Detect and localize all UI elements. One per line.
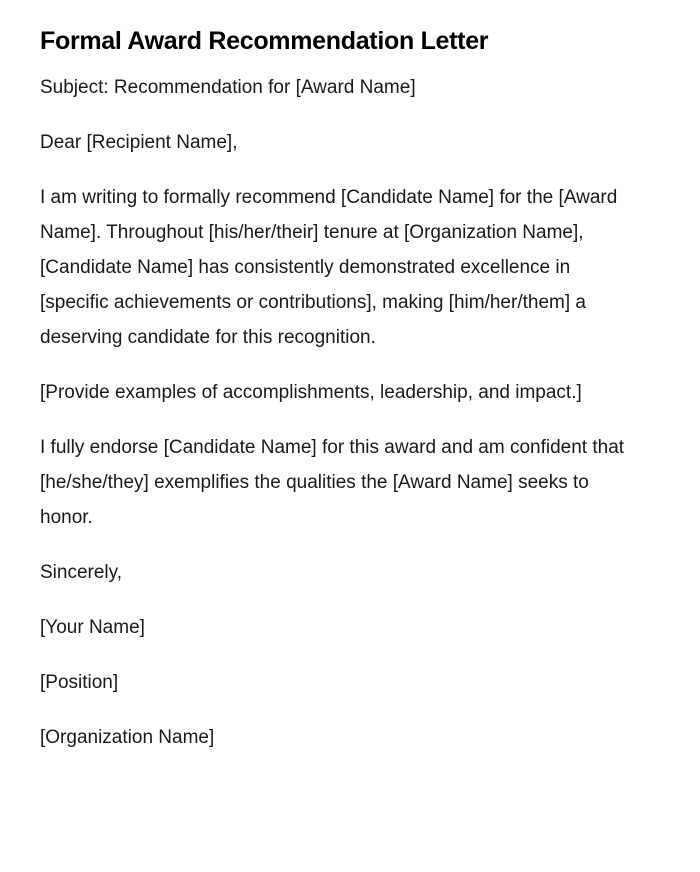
signature-name: [Your Name] (40, 617, 145, 638)
closing: Sincerely, (40, 562, 123, 583)
signature-position: [Position] (40, 672, 119, 693)
body-paragraph-intro: I am writing to formally recommend [Candidate Name] for the [Award Name]. Throughout [his/her/their] tenure at [Organization Name], [Candidate Name] has consistently demonstrated excellence in [specific achievements or contributions], making [him/her/them] a deserving candidate for this recognition. (40, 187, 618, 348)
salutation: Dear [Recipient Name], (40, 132, 238, 153)
body-paragraph-examples: [Provide examples of accomplishments, leadership, and impact.] (40, 382, 582, 403)
body-paragraph-endorsement: I fully endorse [Candidate Name] for this award and am confident that [he/she/they] exemplifies the qualities the [Award Name] seeks to honor. (40, 437, 625, 528)
letter-title: Formal Award Recommendation Letter (40, 27, 489, 55)
signature-organization: [Organization Name] (40, 727, 215, 748)
subject-line: Subject: Recommendation for [Award Name] (40, 77, 416, 98)
